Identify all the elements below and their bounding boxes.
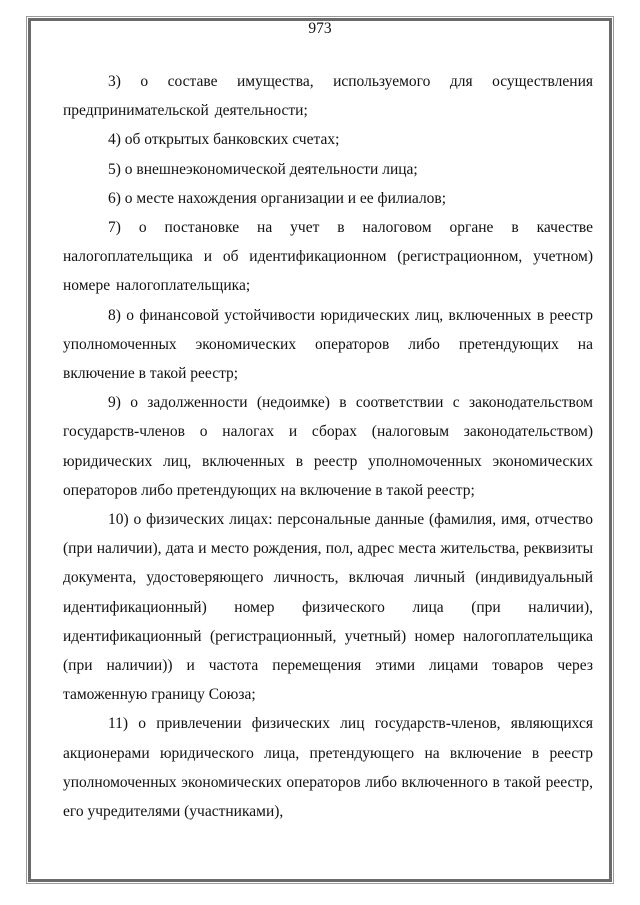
paragraph-item-8: 8) о финансовой устойчивости юридических лиц, включенных в реестр уполномоченных экономических операторов либо претендующих на включение в такой реестр; (63, 306, 593, 383)
document-body (63, 67, 593, 826)
paragraph-item-6: 6) о месте нахождения организации и ее филиалов; (108, 189, 447, 207)
page-number: 973 (308, 20, 332, 37)
paragraph-item-9: 9) о задолженности (недоимке) в соответствии с законодательством государств-членов о налогах и сборах (налоговым законодательством) юридических лиц, включенных в реестр уполномоченных экономических операторов либо претендующих на включение в такой реестр; (63, 394, 593, 499)
paragraph-item-7: 7) о постановке на учет в налоговом органе в качестве налогоплательщика и об идентификационном (регистрационном, учетном) номере налогоплательщика; (63, 219, 593, 295)
paragraph-item-4: 4) об открытых банковских счетах; (108, 131, 340, 149)
paragraph-item-10: 10) о физических лицах: персональные данные (фамилия, имя, отчество (при наличии), дата и место рождения, пол, адрес места жительства, реквизиты документа, удостоверяющего личность, включая личный (индивидуальный идентификационный) номер физического лица (при наличии), идентификационный (регистрационный, учетный) номер налогоплательщика (при наличии)) и частота перемещения этими лицами товаров через таможенную границу Союза; (63, 511, 593, 704)
paragraph-item-3: 3) о составе имущества, используемого для осуществления предпринимательской деятельности; (63, 73, 593, 120)
paragraph-item-5: 5) о внешнеэкономической деятельности лица; (108, 160, 418, 178)
paragraph-item-11: 11) о привлечении физических лиц государств-членов, являющихся акционерами юридического лица, претендующего на включение в реестр уполномоченных экономических операторов либо включенного в такой реестр, его учредителями (участниками), (63, 715, 593, 821)
